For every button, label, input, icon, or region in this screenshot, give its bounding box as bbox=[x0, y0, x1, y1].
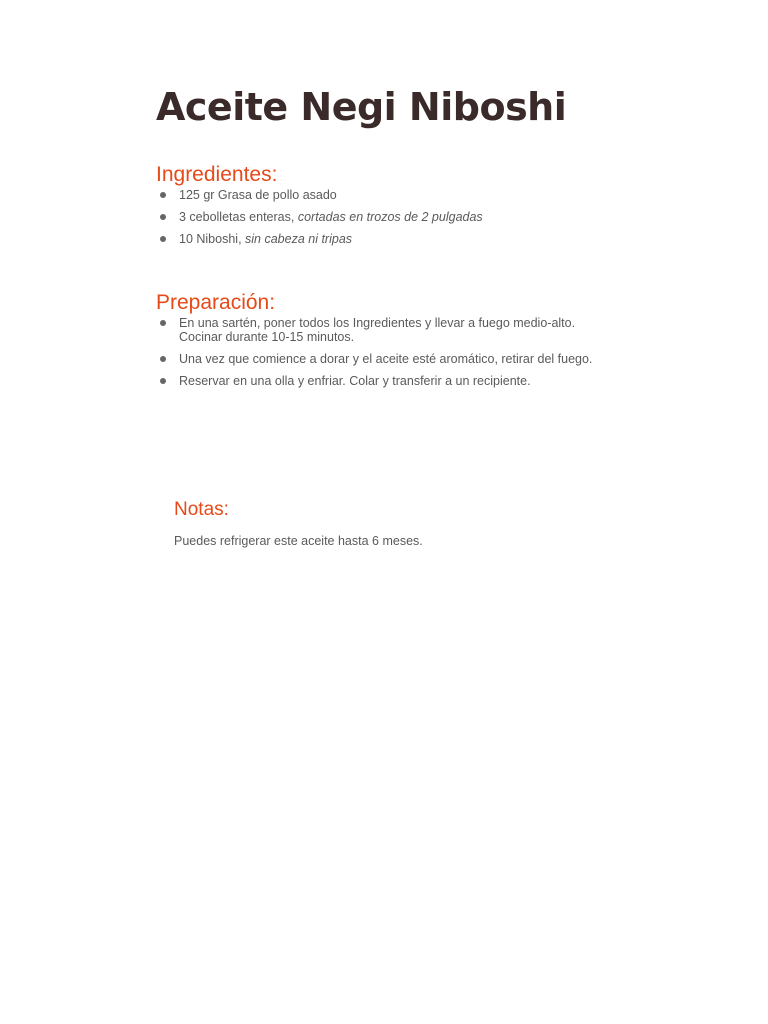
list-item bbox=[156, 232, 596, 246]
ingredient-note: cortadas en trozos de 2 pulgadas bbox=[297, 210, 483, 224]
list-item bbox=[156, 352, 596, 366]
page-title: Aceite Negi Niboshi bbox=[156, 85, 567, 129]
ingredient-text: 10 Niboshi, bbox=[179, 232, 246, 246]
bullet-icon bbox=[160, 320, 166, 326]
notes-section bbox=[174, 498, 594, 549]
step-text: Una vez que comience a dorar y el aceite esté aromático, retirar del fuego. bbox=[179, 352, 593, 366]
ingredients-heading: Ingredientes: bbox=[156, 163, 278, 186]
ingredient-note: sin cabeza ni tripas bbox=[245, 232, 353, 246]
ingredient-text: 125 gr Grasa de pollo asado bbox=[179, 188, 337, 202]
preparation-heading: Preparación: bbox=[156, 291, 276, 314]
bullet-icon bbox=[160, 192, 166, 198]
bullet-icon bbox=[160, 214, 166, 220]
list-item bbox=[156, 374, 596, 388]
step-text: Reservar en una olla y enfriar. Colar y transferir a un recipiente. bbox=[179, 374, 531, 388]
step-text: En una sartén, poner todos los Ingredientes y llevar a fuego medio-alto. Cocinar durante 10-15 minutos. bbox=[179, 316, 576, 344]
bullet-icon bbox=[160, 356, 166, 362]
list-item bbox=[156, 316, 596, 344]
list-item bbox=[156, 210, 596, 224]
ingredient-text: 3 cebolletas enteras, bbox=[179, 210, 298, 224]
notes-heading: Notas: bbox=[174, 499, 229, 520]
list-item bbox=[156, 188, 596, 202]
notes-text: Puedes refrigerar este aceite hasta 6 meses. bbox=[174, 534, 423, 548]
bullet-icon bbox=[160, 378, 166, 384]
recipe-page bbox=[156, 84, 596, 396]
ingredients-list bbox=[156, 188, 596, 246]
bullet-icon bbox=[160, 236, 166, 242]
preparation-list bbox=[156, 316, 596, 388]
